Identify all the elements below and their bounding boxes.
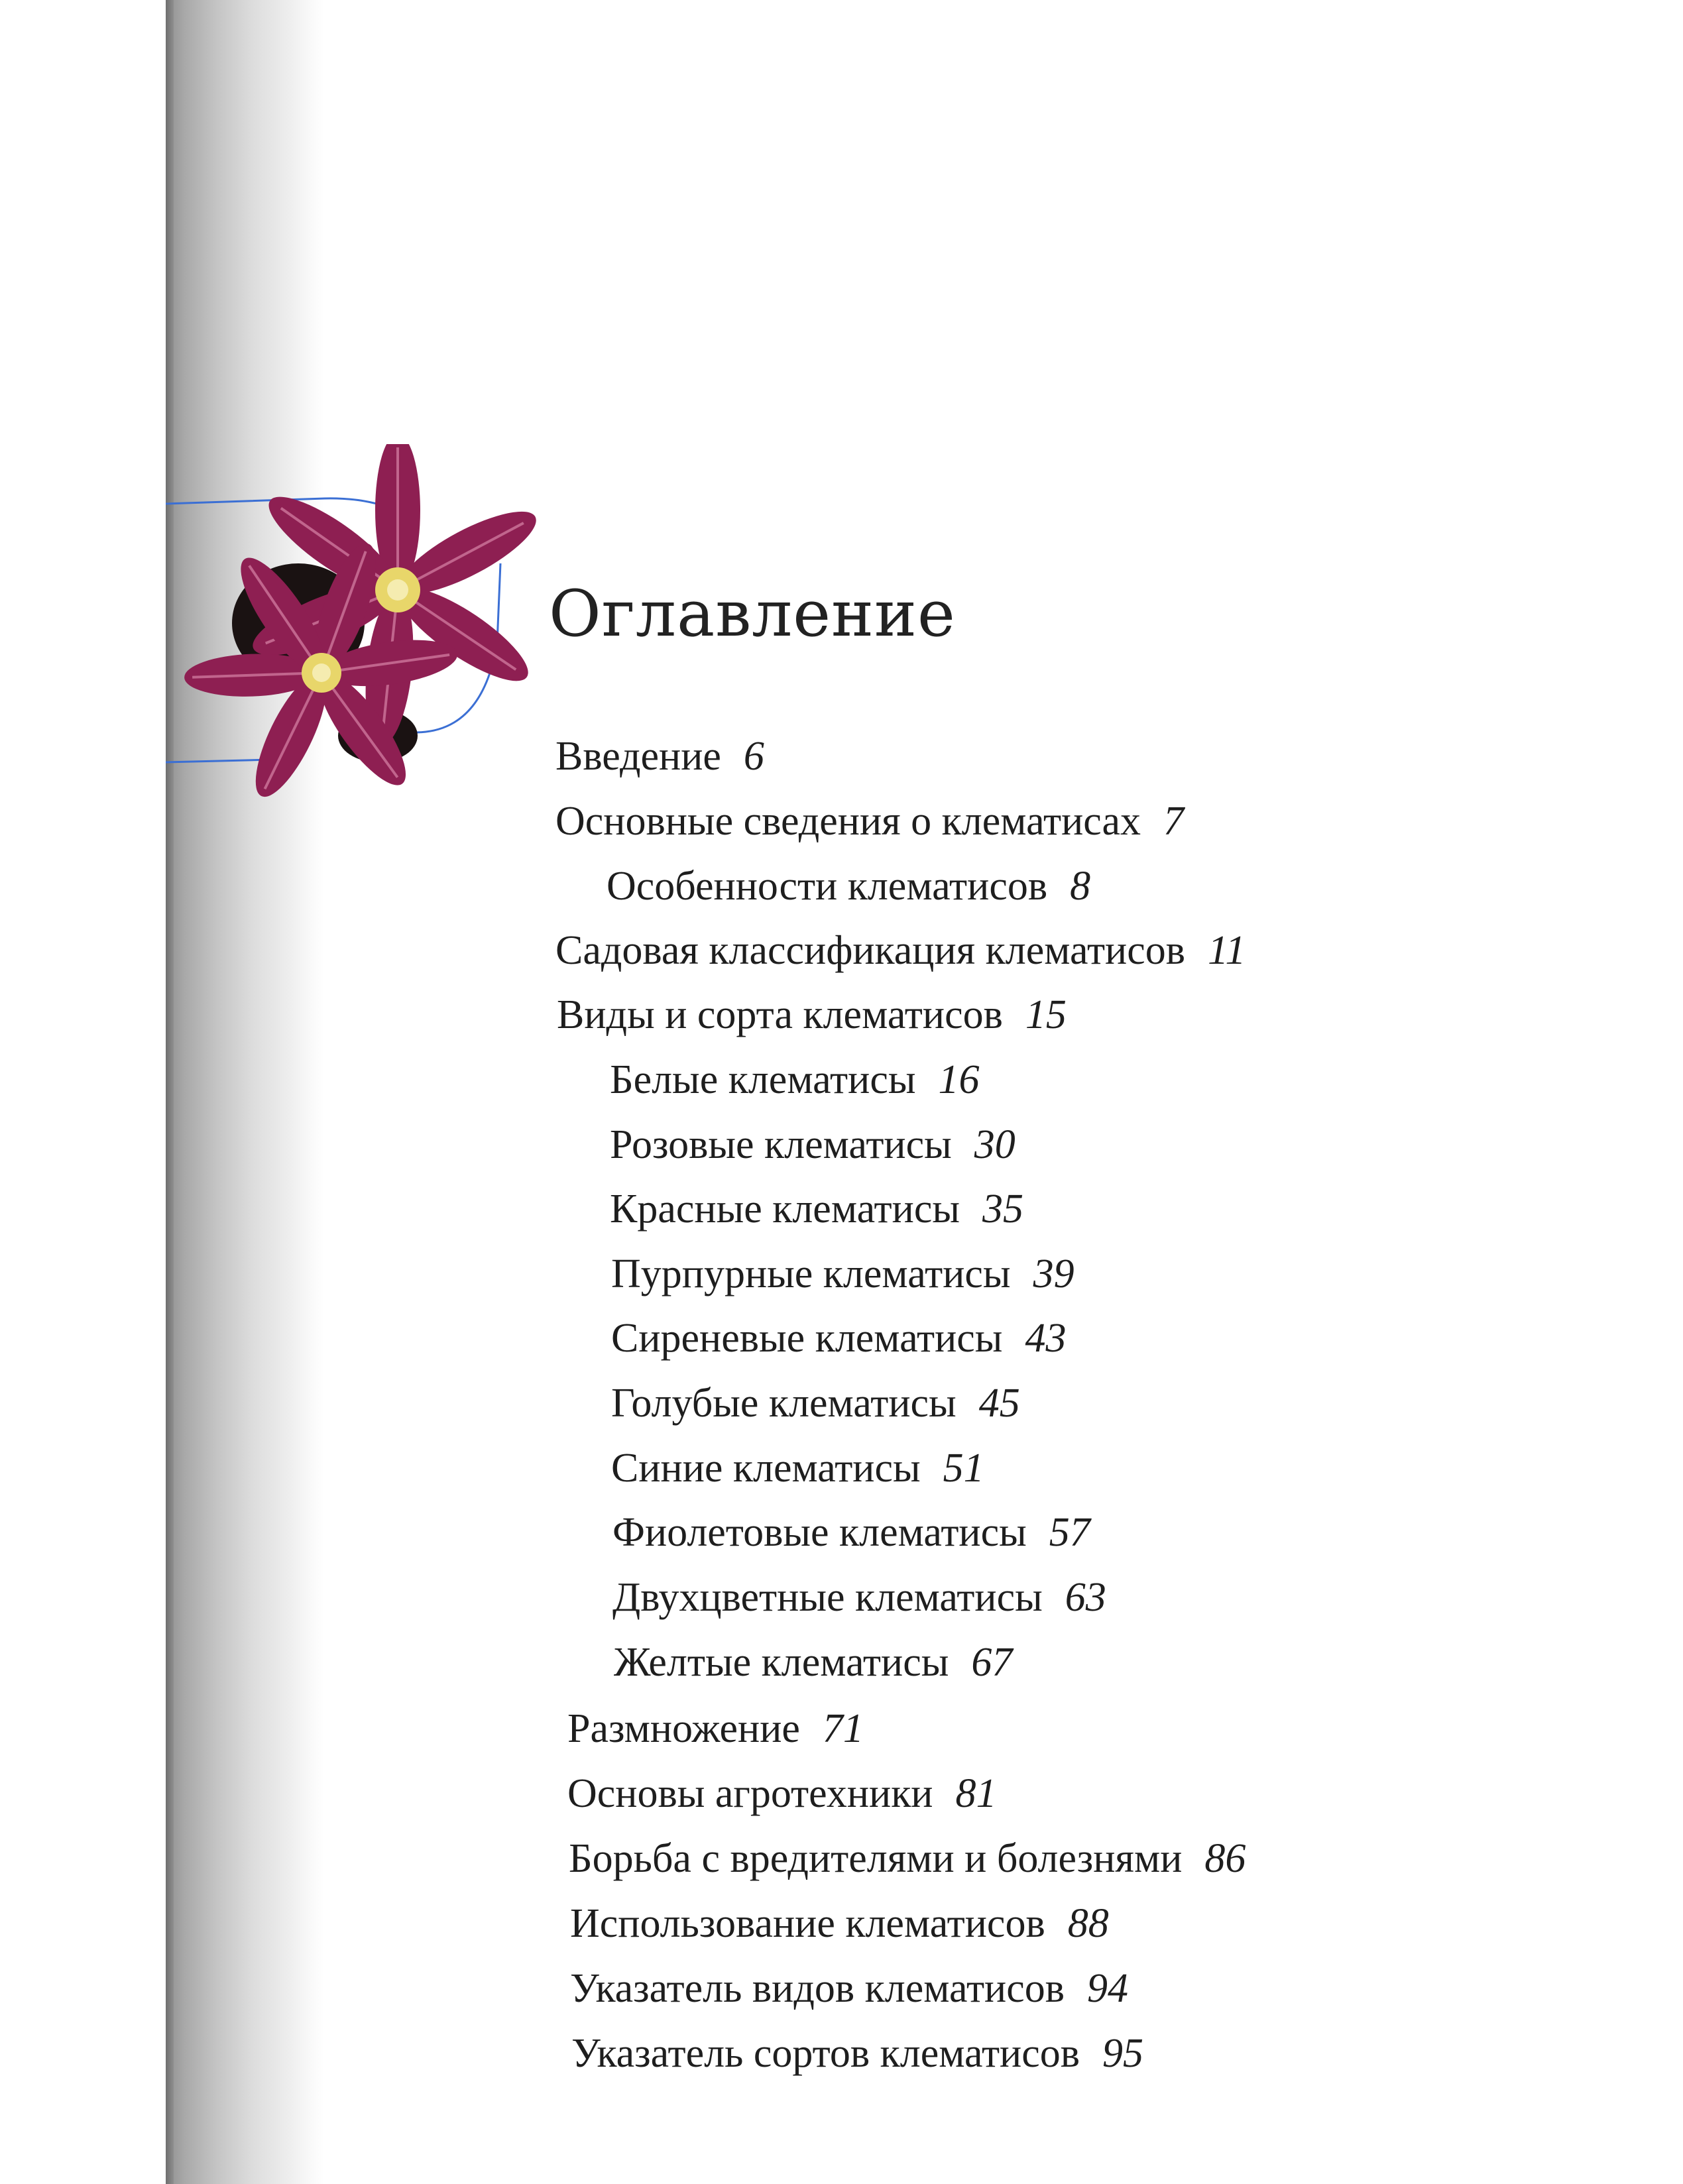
toc-entry-page: 15 xyxy=(1025,992,1067,1037)
toc-subentry[interactable] xyxy=(611,1318,1066,1359)
toc-entry-label: Желтые клематисы xyxy=(614,1640,949,1685)
toc-entry-page: 88 xyxy=(1067,1901,1109,1946)
toc-entry[interactable] xyxy=(570,1968,1128,2009)
toc-entry[interactable] xyxy=(569,1838,1246,1879)
toc-entry-page: 81 xyxy=(955,1771,997,1816)
toc-entry-label: Красные клематисы xyxy=(610,1186,960,1232)
toc-entry[interactable] xyxy=(567,1708,864,1749)
toc-entry-page: 35 xyxy=(982,1186,1023,1232)
toc-entry-label: Основы агротехники xyxy=(567,1771,933,1816)
toc-entry-label: Использование клематисов xyxy=(570,1901,1045,1946)
toc-entry[interactable] xyxy=(567,1773,997,1814)
toc-subentry[interactable] xyxy=(611,1253,1074,1294)
toc-entry-label: Сиреневые клематисы xyxy=(611,1316,1003,1361)
toc-entry-page: 45 xyxy=(978,1381,1020,1426)
book-spine-edge xyxy=(166,0,174,2184)
toc-entry-page: 39 xyxy=(1033,1251,1074,1296)
toc-entry-page: 95 xyxy=(1102,2031,1144,2076)
toc-subentry[interactable] xyxy=(607,866,1090,907)
toc-entry[interactable] xyxy=(555,801,1184,842)
toc-entry-label: Введение xyxy=(555,734,721,779)
toc-subentry[interactable] xyxy=(611,1448,984,1489)
toc-entry-label: Белые клематисы xyxy=(610,1057,916,1102)
toc-entry-label: Борьба с вредителями и болезнями xyxy=(569,1836,1183,1881)
toc-subentry[interactable] xyxy=(612,1512,1090,1553)
toc-entry-page: 8 xyxy=(1070,864,1091,909)
toc-entry[interactable] xyxy=(570,1903,1109,1944)
toc-entry[interactable] xyxy=(555,736,764,777)
toc-entry-page: 86 xyxy=(1204,1836,1246,1881)
toc-entry-label: Розовые клематисы xyxy=(610,1122,952,1167)
toc-entry-page: 63 xyxy=(1065,1575,1106,1620)
clematis-flower-image xyxy=(166,444,537,829)
toc-entry-page: 57 xyxy=(1049,1510,1090,1555)
toc-subentry[interactable] xyxy=(610,1059,980,1100)
toc-entry-label: Садовая классификация клематисов xyxy=(555,928,1186,973)
toc-entry-label: Двухцветные клематисы xyxy=(612,1575,1043,1620)
toc-entry-page: 71 xyxy=(822,1706,864,1751)
toc-entry-page: 43 xyxy=(1025,1316,1067,1361)
toc-entry-page: 94 xyxy=(1087,1966,1129,2011)
toc-entry-label: Пурпурные клематисы xyxy=(611,1251,1011,1296)
page-outer-margin xyxy=(0,0,166,2184)
toc-subentry[interactable] xyxy=(614,1642,1012,1683)
toc-entry-page: 7 xyxy=(1163,799,1185,844)
toc-subentry[interactable] xyxy=(610,1124,1016,1165)
toc-entry-page: 30 xyxy=(974,1122,1016,1167)
toc-entry[interactable] xyxy=(555,930,1246,971)
toc-entry-page: 67 xyxy=(971,1640,1013,1685)
toc-entry-label: Основные сведения о клематисах xyxy=(555,799,1141,844)
toc-entry-page: 11 xyxy=(1208,928,1246,973)
toc-entry-label: Виды и сорта клематисов xyxy=(557,992,1003,1037)
toc-entry-page: 16 xyxy=(938,1057,980,1102)
toc-entry-label: Указатель сортов клематисов xyxy=(571,2031,1080,2076)
toc-entry-label: Размножение xyxy=(567,1706,800,1751)
toc-subentry[interactable] xyxy=(612,1577,1106,1618)
toc-entry[interactable] xyxy=(557,994,1067,1035)
toc-entry-label: Фиолетовые клематисы xyxy=(612,1510,1027,1555)
toc-entry[interactable] xyxy=(571,2033,1143,2074)
toc-entry-label: Особенности клематисов xyxy=(607,864,1048,909)
toc-entry-label: Голубые клематисы xyxy=(611,1381,957,1426)
toc-entry-page: 6 xyxy=(743,734,764,779)
toc-entry-label: Синие клематисы xyxy=(611,1446,921,1491)
book-spine-shadow xyxy=(166,0,325,2184)
toc-title: Оглавление xyxy=(549,577,956,651)
toc-subentry[interactable] xyxy=(611,1383,1020,1424)
toc-entry-label: Указатель видов клематисов xyxy=(570,1966,1065,2011)
toc-subentry[interactable] xyxy=(610,1188,1023,1230)
toc-entry-page: 51 xyxy=(943,1446,984,1491)
